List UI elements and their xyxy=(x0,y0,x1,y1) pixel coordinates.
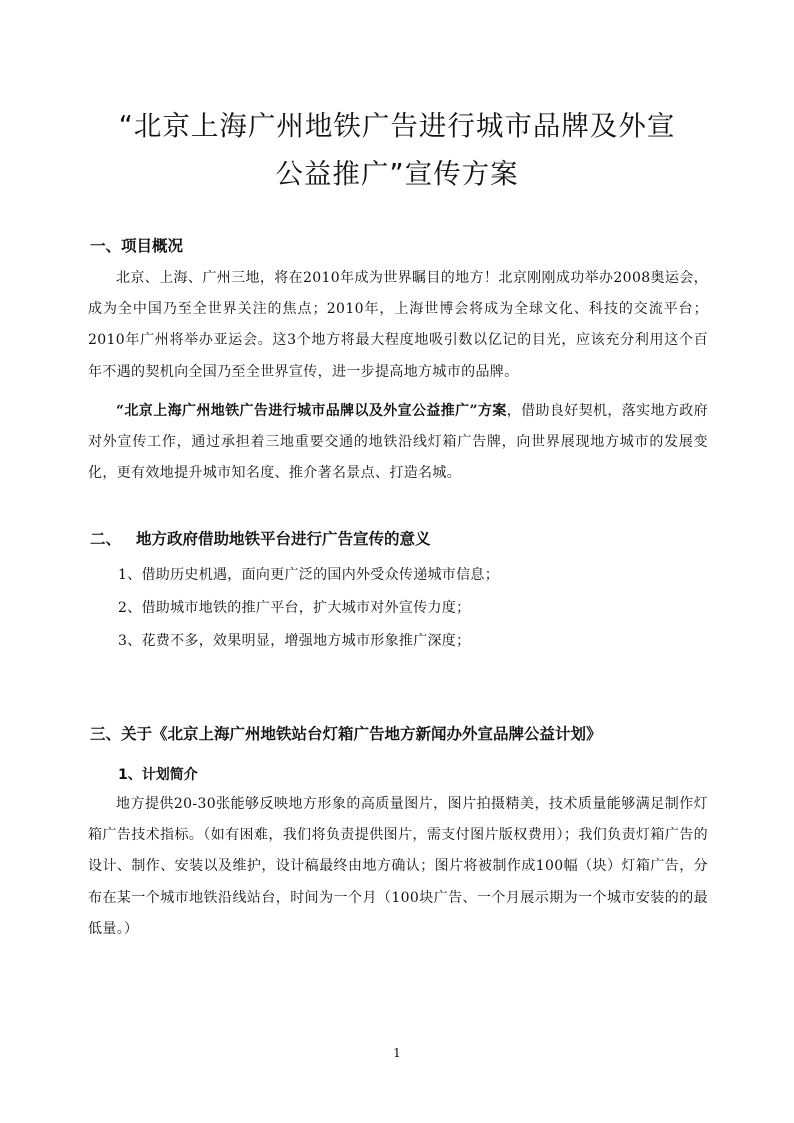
section-2-heading-text: 地方政府借助地铁平台进行广告宣传的意义 xyxy=(136,530,431,548)
list-item: 2、借助城市地铁的推广平台，扩大城市对外宣传力度； xyxy=(118,600,471,616)
section-1-paragraph-1: 北京、上海、广州三地，将在2010年成为世界瞩目的地方！北京刚刚成功举办2008奥运会，成为全中国乃至全世界关注的焦点；2010年，上海世博会将成为全球文化、科技的交流平台；2010年广州将举办亚运会。这3个地方将最大程度地吸引数以亿记的目光，应该充分利用这个百年不遇的契机向全国乃至全世界宣传，进一步提高地方城市的品牌。 xyxy=(88,270,708,380)
title-line-2: 公益推广”宣传方案 xyxy=(275,158,519,190)
section-3-subheading: 1、计划简介 xyxy=(118,767,198,783)
list-item: 1、借助历史机遇，面向更广泛的国内外受众传递城市信息； xyxy=(118,567,500,583)
document-title xyxy=(90,102,704,198)
section-2-heading-number: 二、 xyxy=(90,530,122,548)
section-2-heading xyxy=(90,529,431,549)
plan-name-bold: “北京上海广州地铁广告进行城市品牌以及外宣公益推广”方案 xyxy=(116,403,507,419)
section-3-heading: 三、关于《北京上海广州地铁站台灯箱广告地方新闻办外宣品牌公益计划》 xyxy=(90,725,602,743)
page-number: 1 xyxy=(393,1046,401,1060)
section-3-paragraph: 地方提供20-30张能够反映地方形象的高质量图片，图片拍摄精美，技术质量能够满足制作灯箱广告技术指标。（如有困难，我们将负责提供图片，需支付图片版权费用）；我们负责灯箱广告的设计、制作、安装以及维护，设计稿最终由地方确认；图片将被制作成100幅（块）灯箱广告，分布在某一个城市地铁沿线站台，时间为一个月（100块广告、一个月展示期为一个城市安装的的最低量。） xyxy=(88,796,708,937)
list-item: 3、花费不多，效果明显，增强地方城市形象推广深度； xyxy=(118,633,471,649)
title-line-1: “北京上海广州地铁广告进行城市品牌及外宣 xyxy=(118,110,676,142)
section-1-paragraph-2-text: ，借助良好契机，落实地方政府对外宣传工作，通过承担着三地重要交通的地铁沿线灯箱广告牌，向世界展现地方城市的发展变化，更有效地提升城市知名度、推介著名景点、打造名城。 xyxy=(88,403,708,482)
section-1-paragraph-2 xyxy=(88,396,708,490)
section-1-heading: 一、项目概况 xyxy=(90,237,184,255)
